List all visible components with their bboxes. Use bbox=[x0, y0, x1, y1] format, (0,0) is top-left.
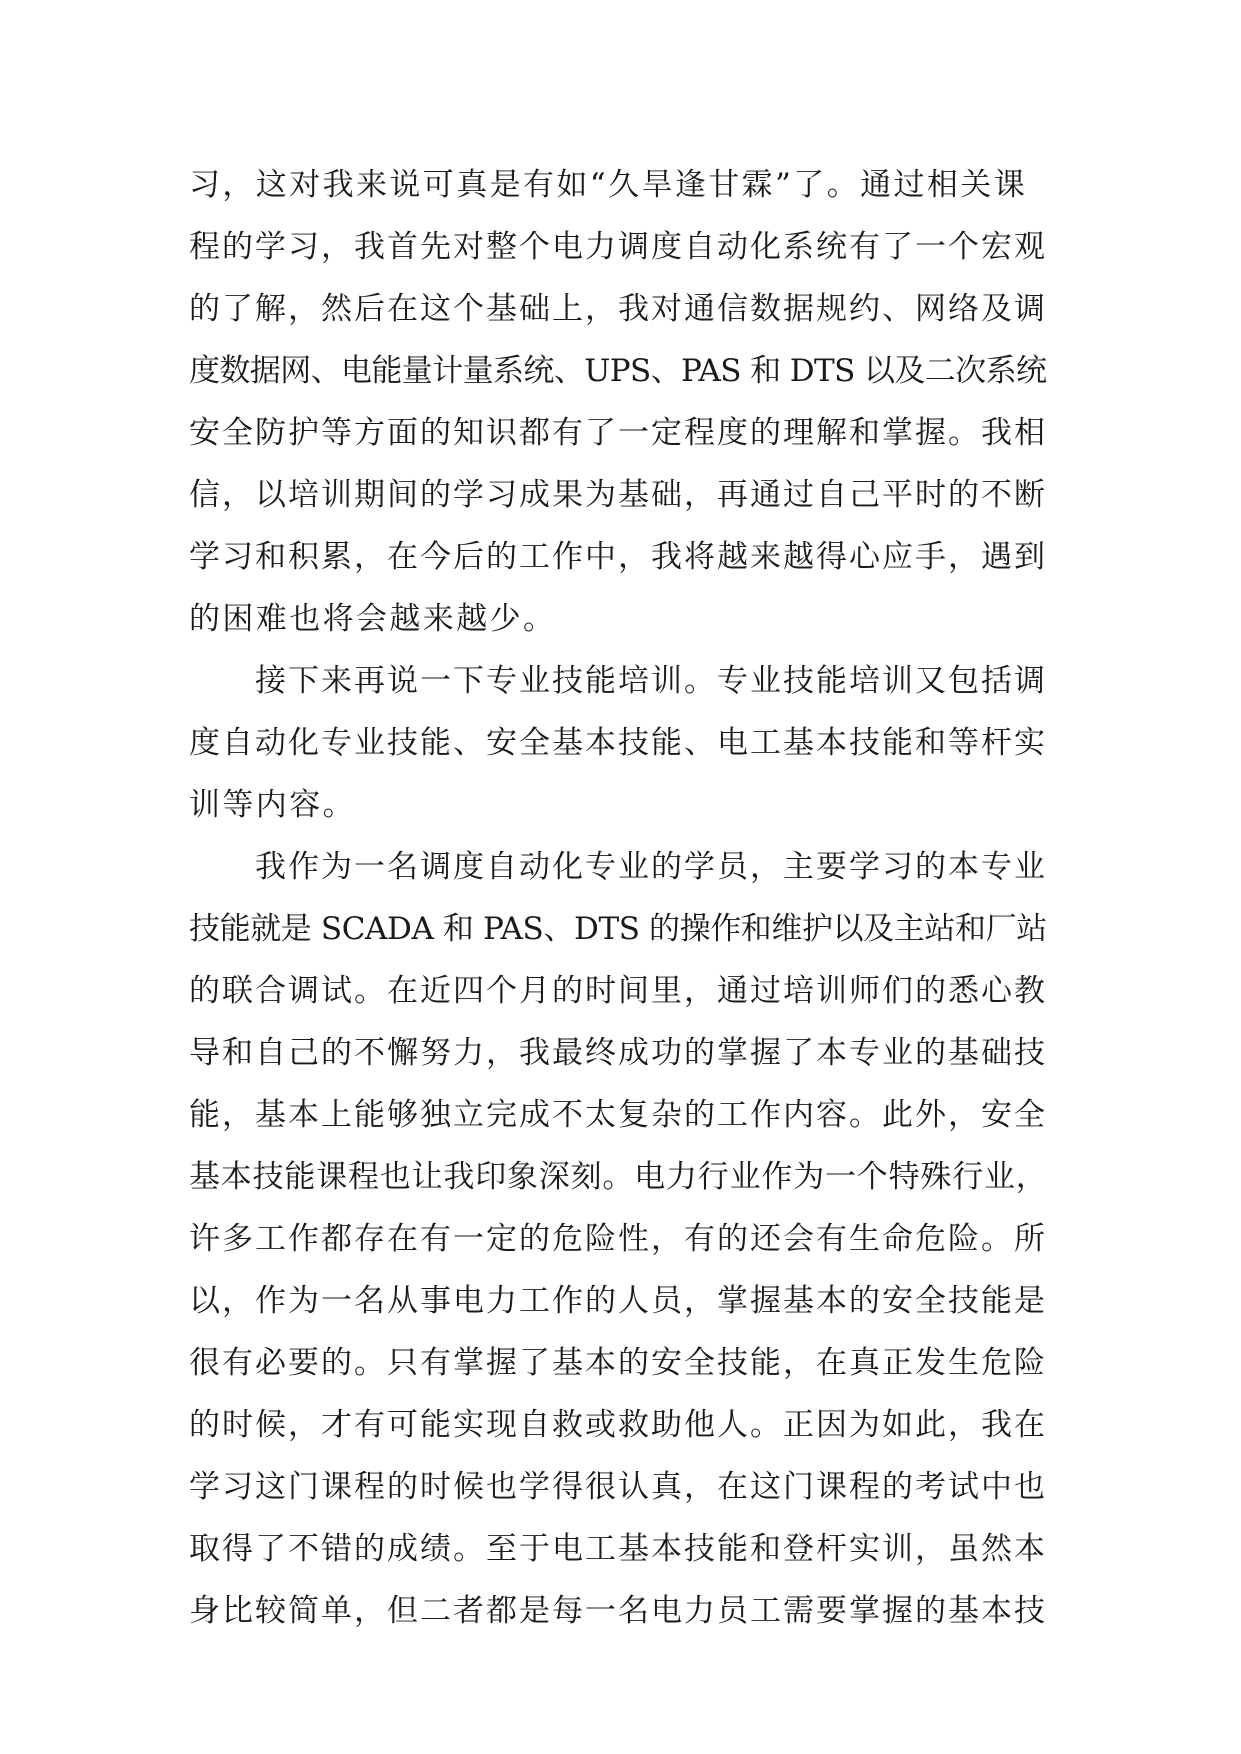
text-line: 训等内容。 bbox=[189, 787, 356, 823]
text-line: 身比较简单，但二者都是每一名电力员工需要掌握的基本技 bbox=[189, 1593, 1047, 1629]
text-line: 安全防护等方面的知识都有了一定程度的理解和掌握。我相 bbox=[189, 415, 1047, 451]
text-line: 技能就是 SCADA 和 PAS、DTS 的操作和维护以及主站和厂站 bbox=[189, 911, 1047, 947]
text-line: 信，以培训期间的学习成果为基础，再通过自己平时的不断 bbox=[189, 477, 1047, 513]
text-line: 能，基本上能够独立完成不太复杂的工作内容。此外，安全 bbox=[189, 1097, 1047, 1133]
text-line: 以，作为一名从事电力工作的人员，掌握基本的安全技能是 bbox=[189, 1283, 1047, 1319]
text-line: 的联合调试。在近四个月的时间里，通过培训师们的悉心教 bbox=[189, 973, 1047, 1009]
text-line: 导和自己的不懈努力，我最终成功的掌握了本专业的基础技 bbox=[189, 1035, 1047, 1071]
text-line: 的时候，才有可能实现自救或救助他人。正因为如此，我在 bbox=[189, 1407, 1047, 1443]
text-line: 学习和积累，在今后的工作中，我将越来越得心应手，遇到 bbox=[189, 539, 1047, 575]
text-line: 取得了不错的成绩。至于电工基本技能和登杆实训，虽然本 bbox=[189, 1531, 1047, 1567]
text-line: 程的学习，我首先对整个电力调度自动化系统有了一个宏观 bbox=[189, 229, 1047, 265]
text-line: 学习这门课程的时候也学得很认真，在这门课程的考试中也 bbox=[189, 1469, 1047, 1505]
text-line: 的了解，然后在这个基础上，我对通信数据规约、网络及调 bbox=[189, 291, 1047, 327]
body-text bbox=[189, 154, 1051, 1642]
paragraph-first-line: 接下来再说一下专业技能培训。专业技能培训又包括调 bbox=[255, 663, 1047, 699]
text-line: 许多工作都存在有一定的危险性，有的还会有生命危险。所 bbox=[189, 1221, 1047, 1257]
paragraph-first-line: 我作为一名调度自动化专业的学员，主要学习的本专业 bbox=[255, 849, 1047, 885]
text-line: 基本技能课程也让我印象深刻。电力行业作为一个特殊行业， bbox=[189, 1159, 1048, 1195]
text-line: 的困难也将会越来越少。 bbox=[189, 601, 557, 637]
text-line: 度数据网、电能量计量系统、UPS、PAS 和 DTS 以及二次系统 bbox=[189, 353, 1047, 389]
text-line: 很有必要的。只有掌握了基本的安全技能，在真正发生危险 bbox=[189, 1345, 1047, 1381]
text-line: 度自动化专业技能、安全基本技能、电工基本技能和等杆实 bbox=[189, 725, 1047, 761]
text-line: 习，这对我来说可真是有如“久旱逢甘霖”了。通过相关课 bbox=[189, 167, 1028, 203]
